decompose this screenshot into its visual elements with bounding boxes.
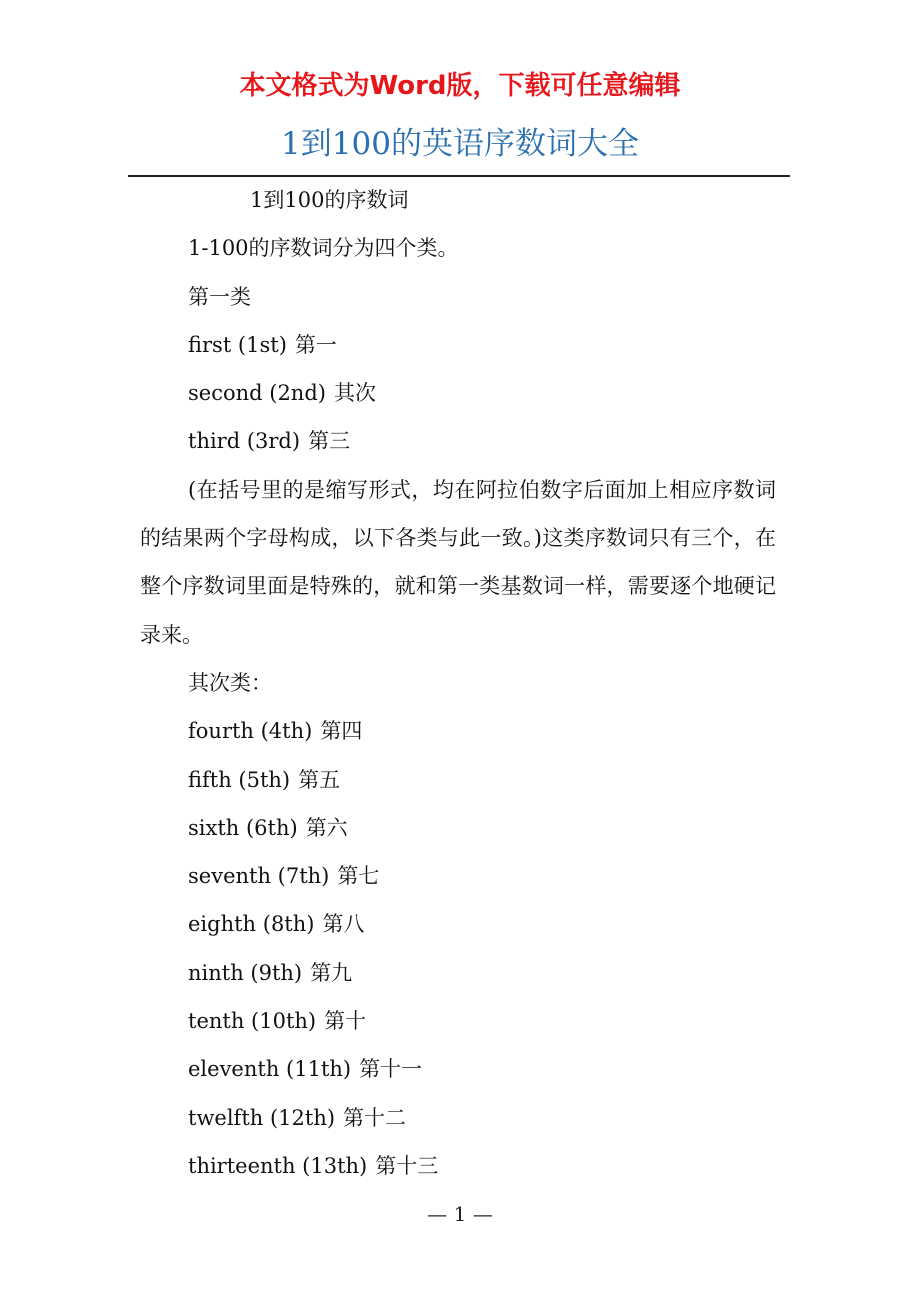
ordinal-chinese: 第九 [310,960,353,985]
ordinal-english: fifth (5th) [188,767,291,792]
ordinal-item [140,756,776,804]
intro-line: 1-100的序数词分为四个类。 [188,236,459,261]
ordinal-english: eleventh (11th) [188,1057,352,1082]
ordinal-item [140,1094,776,1142]
ordinal-chinese: 第十二 [343,1105,407,1130]
ordinal-chinese: 其次 [333,381,376,406]
ordinal-item [140,997,776,1045]
ordinal-chinese: 第五 [298,767,341,792]
category1-heading: 第一类 [188,284,251,309]
ordinal-chinese: 第八 [322,912,365,937]
ordinal-english: first (1st) [188,332,287,357]
ordinal-item [140,707,776,755]
ordinal-item [140,900,776,948]
ordinal-english: ninth (9th) [188,960,303,985]
ordinal-item [140,321,776,369]
subtitle: 1到100的序数词 [250,188,409,212]
ordinal-english: sixth (6th) [188,815,298,840]
ordinal-item [140,417,776,465]
ordinal-item [140,369,776,417]
ordinal-english: twelfth (12th) [188,1105,336,1130]
ordinal-item [140,1142,776,1190]
ordinal-english: fourth (4th) [188,719,313,744]
ordinal-english: eighth (8th) [188,912,315,937]
ordinal-item [140,852,776,900]
ordinal-english: tenth (10th) [188,1009,317,1034]
ordinal-chinese: 第一 [294,332,337,357]
ordinal-english: third (3rd) [188,429,301,454]
note-paragraph: (在括号里的是缩写形式，均在阿拉伯数字后面加上相应序数词的结果两个字母构成，以下各类与此一致。)这类序数词只有三个，在整个序数词里面是特殊的，就和第一类基数词一样，需要逐个地硬记录来。 [140,477,776,647]
category2-heading: 其次类： [188,670,272,695]
ordinal-chinese: 第十 [324,1009,367,1034]
ordinal-chinese: 第三 [308,429,351,454]
ordinal-english: second (2nd) [188,381,326,406]
download-banner: 本文格式为Word版，下载可任意编辑 [239,71,681,101]
ordinal-item [140,804,776,852]
document-body [140,176,776,1190]
ordinal-item [140,1045,776,1093]
ordinal-chinese: 第四 [320,719,363,744]
ordinal-english: seventh (7th) [188,864,330,889]
ordinal-chinese: 第十三 [375,1153,439,1178]
ordinal-chinese: 第七 [337,864,380,889]
ordinal-chinese: 第六 [305,815,348,840]
ordinal-chinese: 第十一 [359,1057,423,1082]
page-number: — 1 — [427,1202,493,1226]
document-title: 1到100的英语序数词大全 [281,126,639,162]
ordinal-item [140,949,776,997]
ordinal-english: thirteenth (13th) [188,1153,368,1178]
